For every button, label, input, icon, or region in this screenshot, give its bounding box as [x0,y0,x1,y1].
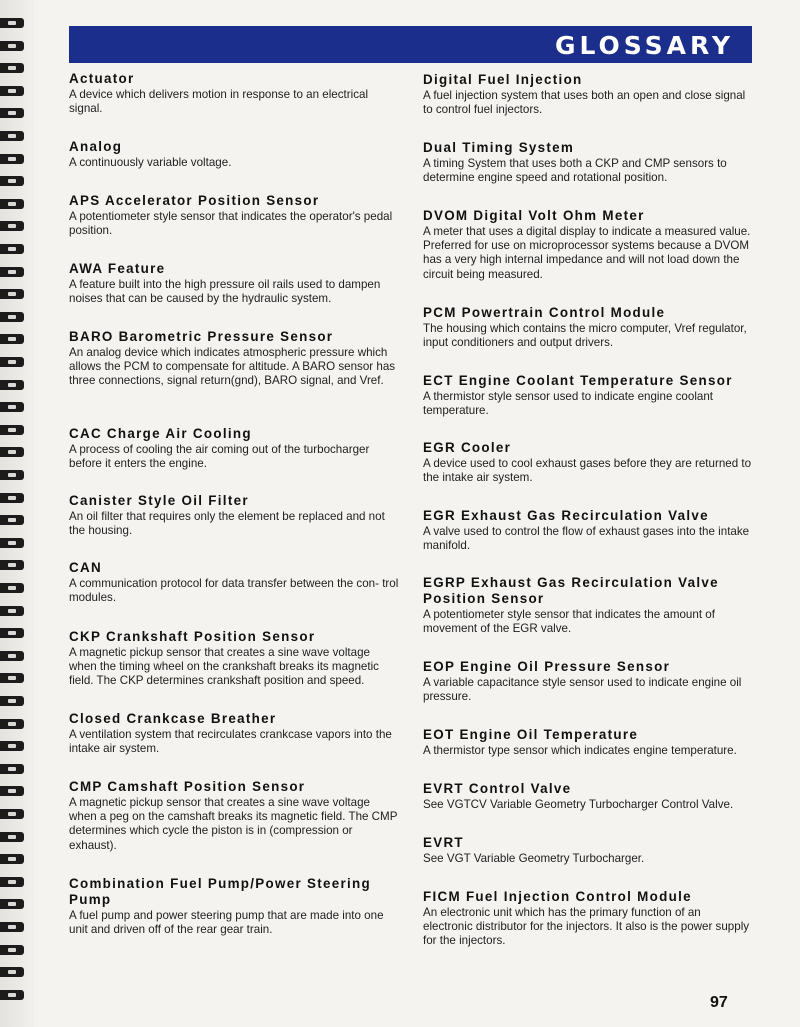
binding-coil [0,312,24,322]
binding-coil [0,606,24,616]
binding-coil [0,719,24,729]
glossary-definition: A device which delivers motion in response to an electrical signal. [69,88,369,116]
binding-coil [0,764,24,774]
glossary-entry [423,835,753,866]
binding-coil [0,786,24,796]
binding-coil [0,538,24,548]
glossary-term: EVRT Control Valve [423,781,572,796]
binding-coil [0,267,24,277]
glossary-definition: An oil filter that requires only the element be replaced and not the housing. [69,510,385,538]
glossary-definition: An electronic unit which has the primary function of an electronic distributor for the injectors. It also is the power supply for the injectors. [423,906,750,948]
glossary-term: ECT Engine Coolant Temperature Sensor [423,373,733,388]
glossary-entry [423,508,753,553]
binding-coil [0,108,24,118]
glossary-entry [69,711,399,756]
glossary-definition: A fuel pump and power steering pump that are made into one unit and driven off of the rear gear train. [69,909,384,937]
glossary-term: FICM Fuel Injection Control Module [423,889,692,904]
glossary-entry [423,72,753,117]
binding-coil [0,560,24,570]
glossary-definition: An analog device which indicates atmospheric pressure which allows the PCM to compensate for altitude. A BARO sensor has three connections, signal return(gnd), BARO signal, and Vref. [69,346,396,388]
glossary-definition: A feature built into the high pressure oil rails used to dampen noises that can be caused by the hydraulic system. [69,278,381,306]
glossary-entry [69,71,399,116]
glossary-definition: A ventilation system that recirculates crankcase vapors into the intake air system. [69,728,392,756]
glossary-term: CMP Camshaft Position Sensor [69,779,306,794]
binding-coil [0,673,24,683]
glossary-definition: A fuel injection system that uses both an open and close signal to control fuel injectors. [423,89,746,117]
glossary-term: Analog [69,139,123,154]
glossary-term: CAN [69,560,102,575]
glossary-definition: A thermistor style sensor used to indicate engine coolant temperature. [423,390,714,418]
glossary-term: CKP Crankshaft Position Sensor [69,629,316,644]
glossary-term: BARO Barometric Pressure Sensor [69,329,334,344]
binding-coil [0,651,24,661]
glossary-term: Combination Fuel Pump/Power Steering Pump [69,876,371,907]
glossary-entry [69,629,399,689]
glossary-term: Digital Fuel Injection [423,72,583,87]
glossary-definition: A process of cooling the air coming out of the turbocharger before it enters the engine. [69,443,370,471]
glossary-term: Dual Timing System [423,140,575,155]
binding-coil [0,967,24,977]
glossary-entry [423,781,753,812]
glossary-definition: A potentiometer style sensor that indicates the operator's pedal position. [69,210,393,238]
binding-coil [0,425,24,435]
binding-coil [0,493,24,503]
glossary-entry [69,779,399,853]
binding-coil [0,86,24,96]
page-title: GLOSSARY [554,31,734,60]
glossary-entry [423,373,753,418]
binding-coil [0,809,24,819]
glossary-term: EVRT [423,835,464,850]
binding-coil [0,402,24,412]
binding-coil [0,696,24,706]
binding-coil [0,63,24,73]
binding-coil [0,922,24,932]
glossary-term: EOP Engine Oil Pressure Sensor [423,659,671,674]
binding-coil [0,899,24,909]
binding-coil [0,18,24,28]
glossary-term: AWA Feature [69,261,166,276]
glossary-entry [69,329,399,389]
glossary-entry [69,139,399,170]
glossary-definition: A potentiometer style sensor that indicates the amount of movement of the EGR valve. [423,608,715,636]
glossary-entry [69,261,399,306]
glossary-definition: A thermistor type sensor which indicates engine temperature. [423,744,737,757]
binding-coil [0,447,24,457]
glossary-definition: A timing System that uses both a CKP and CMP sensors to determine engine speed and rotational position. [423,157,727,185]
glossary-entry [423,440,753,485]
glossary-entry [69,560,399,605]
glossary-entry [423,889,753,949]
binding-coil [0,470,24,480]
binding-coil [0,854,24,864]
glossary-term: CAC Charge Air Cooling [69,426,252,441]
glossary-entry [423,305,753,350]
glossary-definition: A communication protocol for data transfer between the con- trol modules. [69,577,399,605]
glossary-term: Closed Crankcase Breather [69,711,277,726]
binding-coil [0,199,24,209]
glossary-term: APS Accelerator Position Sensor [69,193,320,208]
glossary-definition: The housing which contains the micro computer, Vref regulator, input conditioners and output drivers. [423,322,747,350]
glossary-term: EGR Exhaust Gas Recirculation Valve [423,508,709,523]
binding-coil [0,154,24,164]
binding-coil [0,628,24,638]
glossary-definition: A valve used to control the flow of exhaust gases into the intake manifold. [423,525,750,553]
glossary-term: EGR Cooler [423,440,512,455]
binding-coil [0,244,24,254]
glossary-term: EOT Engine Oil Temperature [423,727,639,742]
glossary-term: Canister Style Oil Filter [69,493,249,508]
binding-coil [0,380,24,390]
glossary-definition: See VGT Variable Geometry Turbocharger. [423,852,645,865]
glossary-definition: A meter that uses a digital display to indicate a measured value. Preferred for use on microprocessor systems because a DVOM has a very high internal impedance and will not load down the circuit being measured. [423,225,751,281]
binding-coil [0,334,24,344]
glossary-term: PCM Powertrain Control Module [423,305,666,320]
glossary-entry [69,876,399,937]
binding-coil [0,945,24,955]
binding-coil [0,741,24,751]
glossary-definition: A magnetic pickup sensor that creates a sine wave voltage when the timing wheel on the crankshaft breaks its magnetic field. The CKP determines crankshaft position and speed. [69,646,379,688]
binding-coil [0,131,24,141]
binding-coil [0,41,24,51]
glossary-definition: A device used to cool exhaust gases before they are returned to the intake air system. [423,457,752,485]
glossary-term: EGRP Exhaust Gas Recirculation Valve Position Sensor [423,575,719,606]
glossary-entry [423,659,753,704]
glossary-term: Actuator [69,71,135,86]
binding-coil [0,221,24,231]
binding-coil [0,176,24,186]
spiral-binding [0,0,34,1027]
binding-coil [0,990,24,1000]
binding-coil [0,877,24,887]
binding-coil [0,289,24,299]
glossary-definition: A variable capacitance style sensor used to indicate engine oil pressure. [423,676,742,704]
binding-coil [0,357,24,367]
glossary-header-bar [69,26,752,63]
glossary-definition: See VGTCV Variable Geometry Turbocharger Control Valve. [423,798,734,811]
glossary-entry [69,493,399,538]
glossary-entry [69,193,399,238]
glossary-entry [423,575,753,636]
glossary-definition: A continuously variable voltage. [69,156,232,169]
binding-coil [0,583,24,593]
glossary-entry [423,727,753,758]
glossary-definition: A magnetic pickup sensor that creates a sine wave voltage when a peg on the camshaft breaks its magnetic field. The CMP determines which cycle the piston is in (compression or exhaust). [69,796,398,852]
glossary-entry [69,426,399,471]
glossary-term: DVOM Digital Volt Ohm Meter [423,208,645,223]
binding-coil [0,515,24,525]
glossary-entry [423,140,753,185]
page-number: 97 [710,994,728,1011]
glossary-entry [423,208,753,282]
binding-coil [0,832,24,842]
